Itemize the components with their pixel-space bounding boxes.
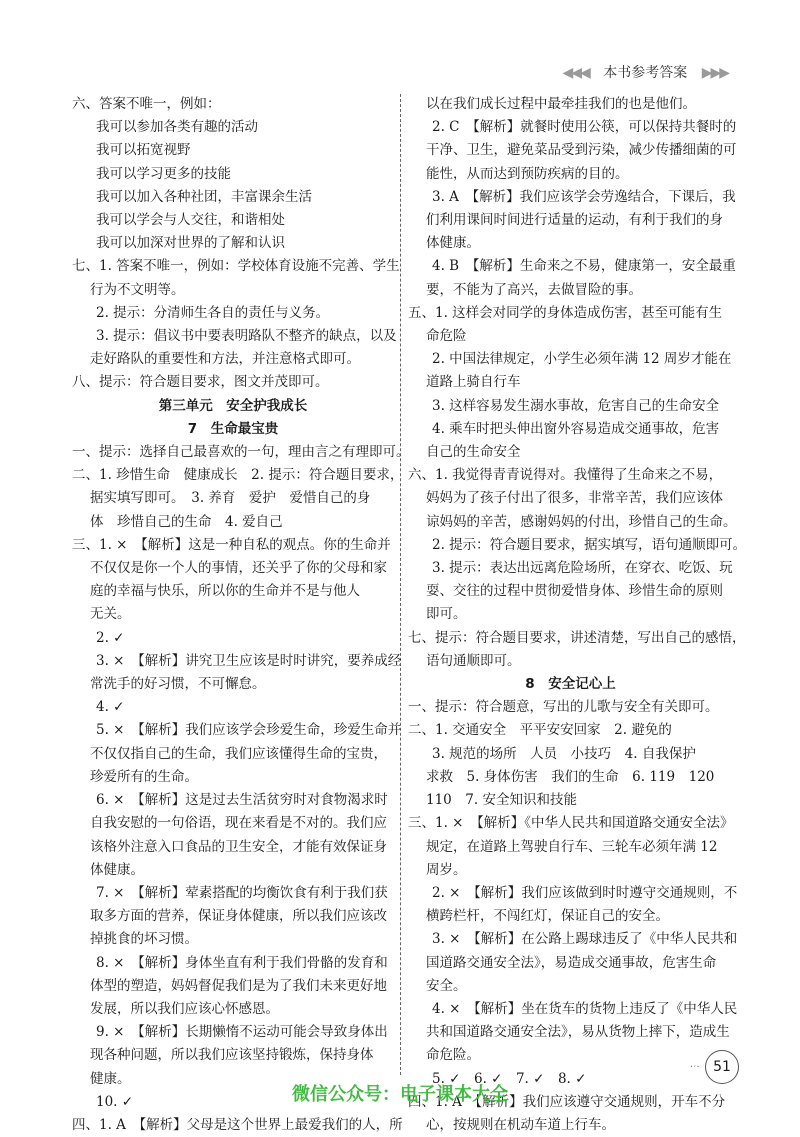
- answer-line: 干净、卫生，避免菜品受到污染，减少传播细菌的可: [426, 142, 737, 159]
- answer-line: 即可。: [426, 606, 467, 623]
- header-title: 本书参考答案: [603, 65, 688, 81]
- answer-line: 体健康。: [426, 235, 480, 252]
- answer-line: 常洗手的好习惯，不可懈怠。: [90, 676, 266, 693]
- answer-line: 3. × 【解析】讲究卫生应该是时时讲究，要养成经: [96, 652, 402, 669]
- answer-line: 2. × 【解析】我们应该做到时时遵守交通规则，不: [432, 884, 738, 901]
- answer-line: 10. ✓: [96, 1093, 134, 1110]
- answer-line: 庭的幸福与快乐，所以你的生命并不是与他人: [90, 583, 360, 600]
- answer-line: 七、提示：符合题目要求，讲述清楚，写出自己的感悟，: [408, 629, 746, 646]
- answer-line: 4. 乘车时把头伸出窗外容易造成交通事故，危害: [432, 420, 720, 437]
- answer-line: 三、1. × 【解析】这是一种自私的观点。你的生命并: [72, 536, 391, 553]
- answer-line: 不仅仅指自己的生命，我们应该懂得生命的宝贵，: [90, 745, 387, 762]
- answer-line: 能性，从而达到预防疾病的目的。: [426, 165, 629, 182]
- answer-line: 六、答案不唯一，例如：: [72, 96, 221, 112]
- answer-line: 六、1. 我觉得青青说得对。我懂得了生命来之不易，: [408, 467, 723, 484]
- answer-line: 无关。: [90, 606, 131, 623]
- answer-line: 3. 这样容易发生溺水事故，危害自己的生命安全: [432, 397, 720, 414]
- footer-watermark: 微信公众号：电子课本大全: [292, 1084, 508, 1105]
- answer-line: 二、1. 交通安全 平平安安回家 2. 避免的: [408, 722, 672, 739]
- answer-line: 4. B 【解析】生命来之不易，健康第一，安全最重: [432, 258, 736, 275]
- answer-line: 7. × 【解析】荤素搭配的均衡饮食有利于我们获: [96, 884, 388, 901]
- answer-line: 我可以学会与人交往，和谐相处: [96, 212, 285, 229]
- answer-line: 4. ✓: [96, 699, 125, 716]
- answer-line: 我可以学习更多的技能: [96, 165, 231, 182]
- answer-line: 体 珍惜自己的生命 4. 爱自己: [90, 513, 283, 530]
- answer-line: 我可以加入各种社团，丰富课余生活: [96, 188, 312, 205]
- answer-line: 体健康。: [90, 861, 144, 878]
- answer-line: 五、1. 这样会对同学的身体造成伤害，甚至可能有生: [408, 304, 723, 321]
- answer-line: 3. 提示：倡议书中要表明路队不整齐的缺点，以及: [96, 328, 397, 345]
- answer-line: 9. × 【解析】长期懒惰不运动可能会导致身体出: [96, 1024, 388, 1041]
- answer-line: 语句通顺即可。: [426, 652, 521, 669]
- answer-line: 2. C 【解析】就餐时使用公筷，可以保持共餐时的: [432, 119, 737, 136]
- answer-line: 以在我们成长过程中最牵挂我们的也是他们。: [426, 96, 696, 112]
- answer-line: 5. × 【解析】我们应该学会珍爱生命，珍爱生命并: [96, 722, 402, 739]
- answer-line: 命危险: [426, 328, 467, 345]
- answer-line: 3. A 【解析】我们应该学会劳逸结合，下课后，我: [432, 188, 736, 205]
- answer-line: 取多方面的营养，保证身体健康，所以我们应该改: [90, 908, 387, 925]
- answer-line: 2. 提示：符合题目要求，据实填写，语句通顺即可。: [432, 536, 747, 553]
- answer-line: 一、提示：符合题意，写出的儿歌与安全有关即可。: [408, 699, 719, 716]
- answer-line: 体型的塑造，妈妈督促我们是为了我们未来更好地: [90, 977, 387, 994]
- answer-line: 妈妈为了孩子付出了很多，非常辛苦，我们应该体: [426, 490, 723, 507]
- answer-line: 命危险。: [426, 1047, 480, 1064]
- section-heading: 8 安全记心上: [525, 676, 616, 693]
- column-divider: [400, 94, 401, 1075]
- answer-line: 道路上骑自行车: [426, 374, 521, 391]
- header-arrows-left: ◀◀◀: [562, 65, 589, 81]
- answer-line: 四、1. A 【解析】我们应该遵守交通规则，开车不分: [408, 1093, 726, 1110]
- answer-line: 3. 规范的场所 人员 小技巧 4. 自我保护: [432, 745, 696, 762]
- section-heading: 7 生命最宝贵: [187, 420, 279, 437]
- answer-line: 耍、交往的过程中贯彻爱惜身体、珍惜生命的原则: [426, 583, 723, 600]
- answer-line: 安全。: [426, 977, 467, 994]
- answer-line: 健康。: [90, 1070, 131, 1087]
- answer-line: 掉挑食的坏习惯。: [90, 931, 198, 948]
- answer-line: 心，按规则在机动车道上行车。: [426, 1116, 615, 1133]
- page-number: 51: [705, 1050, 739, 1084]
- answer-line: 110 7. 安全知识和技能: [426, 792, 577, 809]
- answer-line: 要，不能为了高兴，去做冒险的事。: [426, 281, 642, 298]
- answer-line: 据实填写即可。 3. 养育 爱护 爱惜自己的身: [90, 490, 371, 507]
- answer-line: 求救 5. 身体伤害 我们的生命 6. 119 120: [426, 768, 715, 785]
- section-heading: 第三单元 安全护我成长: [158, 397, 308, 414]
- page-header: [562, 62, 728, 82]
- answer-line: 四、1. A 【解析】父母是这个世界上最爱我们的人，所: [72, 1116, 403, 1133]
- answer-line: 二、1. 珍惜生命 健康成长 2. 提示：符合题目要求，: [72, 467, 404, 484]
- answer-line: 七、1. 答案不唯一，例如：学校体育设施不完善、学生: [72, 258, 400, 275]
- answer-line: 行为不文明等。: [90, 281, 185, 298]
- answer-line: 不仅仅是你一个人的事情，还关乎了你的父母和家: [90, 560, 387, 577]
- right-column: [408, 93, 747, 1137]
- answer-line: 们利用课间时间进行适量的运动，有利于我们的身: [426, 212, 723, 229]
- answer-line: 3. 提示：表达出远离危险场所，在穿衣、吃饭、玩: [432, 560, 733, 577]
- answer-line: 5. ✓ 6. ✓ 7. ✓ 8. ✓: [432, 1070, 587, 1087]
- answer-line: 一、提示：选择自己最喜欢的一句，理由言之有理即可。: [72, 444, 410, 461]
- header-arrows-right: ▶▶▶: [701, 65, 728, 81]
- answer-line: 周岁。: [426, 861, 467, 878]
- answer-line: 该格外注意入口食品的卫生安全，才能有效保证身: [90, 838, 387, 855]
- answer-line: 八、提示：符合题目要求，图文并茂即可。: [72, 374, 329, 391]
- answer-line: 谅妈妈的辛苦，感谢妈妈的付出，珍惜自己的生命。: [426, 513, 737, 530]
- answer-line: 共和国道路交通安全法》，易从货物上摔下，造成生: [426, 1024, 730, 1041]
- answer-line: 我可以参加各类有趣的活动: [96, 119, 258, 136]
- answer-line: 自我安慰的一句俗语，现在来看是不对的。我们应: [90, 815, 387, 832]
- answer-line: 我可以加深对世界的了解和认识: [96, 235, 285, 252]
- answer-line: 4. × 【解析】坐在货车的货物上违反了《中华人民: [432, 1000, 738, 1017]
- answer-line: 珍爱所有的生命。: [90, 768, 198, 785]
- answer-line: 2. 中国法律规定，小学生必须年满 12 周岁才能在: [432, 351, 732, 368]
- answer-line: 8. × 【解析】身体坐直有利于我们骨骼的发育和: [96, 954, 388, 971]
- answer-line: 我可以拓宽视野: [96, 142, 191, 159]
- answer-line: 规定，在道路上驾驶自行车、三轮车必须年满 12: [426, 838, 718, 855]
- answer-line: 2. 提示：分清师生各自的责任与义务。: [96, 304, 330, 321]
- answer-line: 国道路交通安全法》，易造成交通事故，危害生命: [426, 954, 717, 971]
- answer-line: 6. × 【解析】这是过去生活贫穷时对食物渴求时: [96, 792, 388, 809]
- answer-line: 3. × 【解析】在公路上踢球违反了《中华人民共和: [432, 931, 738, 948]
- answer-line: 发展，所以我们应该心怀感恩。: [90, 1000, 279, 1017]
- page-number-dots: ·ˑ·: [690, 1062, 700, 1073]
- answer-line: 横跨栏杆，不闯红灯，保证自己的安全。: [426, 908, 669, 925]
- answer-line: 走好路队的重要性和方法，并注意格式即可。: [90, 351, 360, 368]
- answer-line: 现各种问题，所以我们应该坚持锻炼，保持身体: [90, 1047, 374, 1064]
- answer-line: 自己的生命安全: [426, 444, 521, 461]
- answer-line: 三、1. × 【解析】《中华人民共和国道路交通安全法》: [408, 815, 734, 832]
- answer-line: 2. ✓: [96, 629, 125, 646]
